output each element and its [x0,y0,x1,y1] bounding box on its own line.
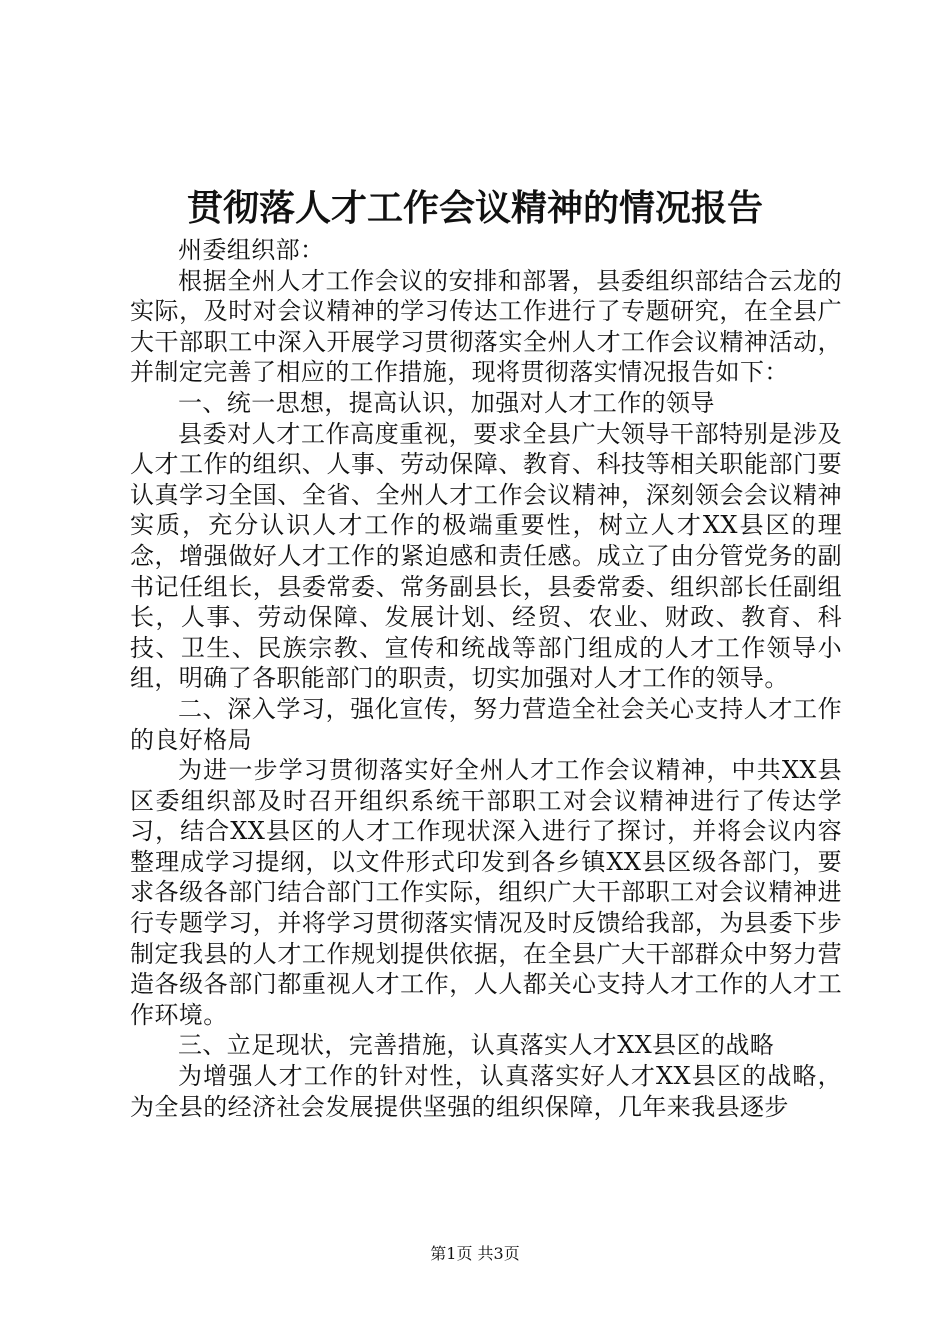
section-heading-2: 二、深入学习，强化宣传，努力营造全社会关心支持人才工作的良好格局 [130,694,842,754]
section-heading-1: 一、统一思想，提高认识，加强对人才工作的领导 [178,388,715,417]
section-body-2: 为进一步学习贯彻落实好全州人才工作会议精神，中共XX县区委组织部及时召开组织系统干部职工对会议精神进行了传达学习，结合XX县区的人才工作现状深入进行了探讨，并将会议内容整理成学习提纲，以文件形式印发到各乡镇XX县区级各部门，要求各级各部门结合部门工作实际，组织广大干部职工对会议精神进行专题学习，并将学习贯彻落实情况及时反馈给我部，为县委下步制定我县的人才工作规划提供依据，在全县广大干部群众中努力营造各级各部门都重视人才工作，人人都关心支持人才工作的人才工作环境。 [130,756,842,1029]
page-footer: 第1页 共3页 [430,1244,520,1263]
document-title: 贯彻落人才工作会议精神的情况报告 [186,187,763,229]
intro-paragraph: 根据全州人才工作会议的安排和部署，县委组织部结合云龙的实际，及时对会议精神的学习传达工作进行了专题研究，在全县广大干部职工中深入开展学习贯彻落实全州人才工作会议精神活动，并制定完善了相应的工作措施，现将贯彻落实情况报告如下： [130,266,842,387]
section-body-3: 为增强人才工作的针对性，认真落实好人才XX县区的战略，为全县的经济社会发展提供坚强的组织保障，几年来我县逐步 [130,1062,842,1121]
salutation: 州委组织部： [178,236,325,264]
section-body-1: 县委对人才工作高度重视，要求全县广大领导干部特别是涉及人才工作的组织、人事、劳动保障、教育、科技等相关职能部门要认真学习全国、全省、全州人才工作会议精神，深刻领会会议精神实质，充分认识人才工作的极端重要性，树立人才XX县区的理念，增强做好人才工作的紧迫感和责任感。成立了由分管党务的副书记任组长，县委常委、常务副县长，县委常委、组织部长任副组长，人事、劳动保障、发展计划、经贸、农业、财政、教育、科技、卫生、民族宗教、宣传和统战等部门组成的人才工作领导小组，明确了各职能部门的职责，切实加强对人才工作的领导。 [130,419,842,693]
document-body [130,235,842,1122]
section-heading-3: 三、立足现状，完善措施，认真落实人才XX县区的战略 [178,1031,775,1060]
